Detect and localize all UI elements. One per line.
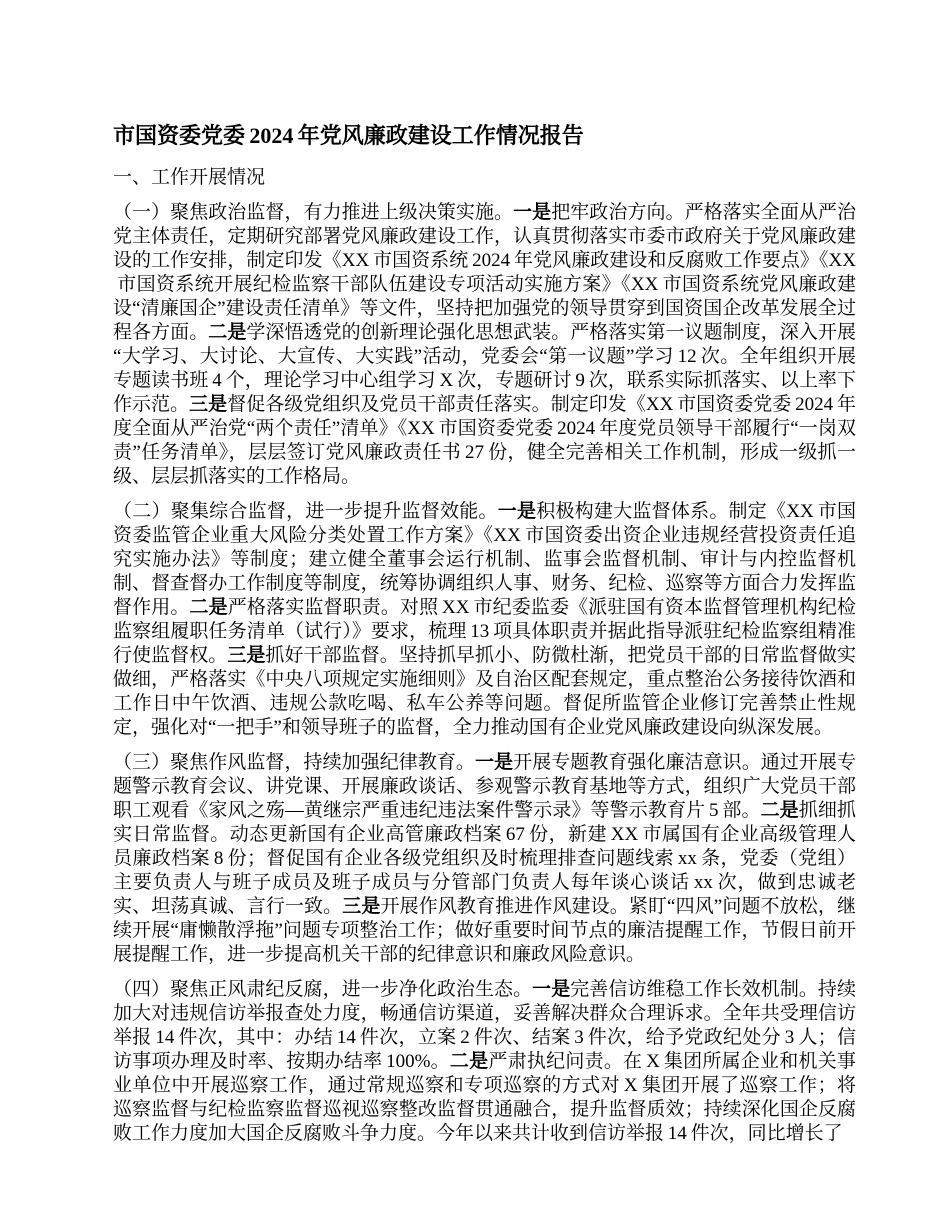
text-run: 抓好干部监督。坚持抓早抓小、防微杜渐，把党员干部的日常监督做实做细，严格落实《中央八项规定实施细则》及自治区配套规定，重点整治公务接待饮酒和工作日中午饮酒、违规公款吃喝、私车公养等问题。督促所监管企业修订完善禁止性规定，强化对“一把手”和领导班子的监督，全力推动国有企业党风廉政建设向纵深发展。 (113, 645, 856, 738)
emphasis-run: 二是 (189, 597, 228, 618)
text-run: 开展作风教育推进作风建设。紧盯“四风”问题不放松，继续开展“庸懒散浮拖”问题专项整治工作；做好重要时间节点的廉洁提醒工作，节假日前开展提醒工作，进一步提高机关干部的纪律意识和廉政风险意识。 (113, 896, 856, 965)
section-heading: 一、工作开展情况 (113, 167, 266, 188)
emphasis-run: 二是 (760, 800, 799, 821)
emphasis-run: 三是 (227, 645, 266, 666)
document-body (113, 201, 856, 1146)
emphasis-run: 一是 (474, 752, 514, 773)
text-run: （二）聚集综合监督，进一步提升监督效能。 (113, 501, 498, 522)
text-run: （四）聚焦正风肃纪反腐，进一步净化政治生态。 (113, 979, 533, 1000)
emphasis-run: 一是 (497, 501, 537, 522)
paragraph (113, 978, 856, 1146)
emphasis-run: 三是 (342, 896, 381, 917)
text-run: 督促各级党组织及党员干部责任落实。制定印发《XX 市国资委党委 2024 年度全面从严治党“两个责任”清单》《XX 市国资委党委 2024 年度党员领导干部履行“一岗双责”任务清单》，层层签订党风廉政责任书 27 份，健全完善相关工作机制，形成一级抓一级、层层抓落实的工作格局。 (113, 394, 856, 487)
paragraph (113, 500, 856, 740)
text-run: 严肃执纪问责。在 X 集团所属企业和机关事业单位中开展巡察工作，通过常规巡察和专项巡察的方式对 X 集团开展了巡察工作；将巡察监督与纪检监察监督巡视巡察整改监督贯通融合，提升监督质效；持续深化国企反腐败工作力度加大国企反腐败斗争力度。今年以来共计收到信访举报 14 件次，同比增长了 (113, 1051, 856, 1144)
text-run: （一）聚焦政治监督，有力推进上级决策实施。 (113, 202, 514, 223)
document-content (113, 122, 856, 1157)
text-run: 抓细抓实日常监督。动态更新国有企业高管廉政档案 67 份，新建 XX 市属国有企业高级管理人员廉政档案 8 份；督促国有企业各级党组织及时梳理排查问题线索 xx 条，党委（党组）主要负责人与班子成员及班子成员与分管部门负责人每年谈心谈话 xx 次，做到忠诚老实、坦荡真诚、言行一致。 (113, 800, 856, 917)
text-run: （三）聚焦作风监督，持续加强纪律教育。 (113, 752, 475, 773)
emphasis-run: 一是 (513, 202, 552, 223)
text-run: 学深悟透党的创新理论强化思想武装。严格落实第一议题制度，深入开展“大学习、大讨论、大宣传、大实践”活动，党委会“第一议题”学习 12 次。全年组织开展专题读书班 4 个，理论学习中心组学习 X 次，专题研讨 9 次，联系实际抓落实、以上率下作示范。 (113, 322, 856, 415)
text-run: 开展专题教育强化廉洁意识。通过开展专题警示教育会议、讲党课、开展廉政谈话、参观警示教育基地等方式，组织广大党员干部职工观看《家风之殇—黄继宗严重违纪违法案件警示录》等警示教育片 5 部。 (113, 752, 856, 821)
emphasis-run: 二是 (208, 322, 247, 343)
text-run: 把牢政治方向。严格落实全面从严治党主体责任，定期研究部署党风廉政建设工作，认真贯彻落实市委市政府关于党风廉政建设的工作安排，制定印发《XX 市国资系统 2024 年党风廉政建设和反腐败工作要点》《XX 市国资系统开展纪检监察干部队伍建设专项活动实施方案》《XX 市国资系统党风廉政建设“清廉国企”建设责任清单》等文件，坚持把加强党的领导贯穿到国资国企改革发展全过程各方面。 (113, 202, 856, 343)
emphasis-run: 二是 (449, 1051, 489, 1072)
document-title: 市国资委党委 2024 年党风廉政建设工作情况报告 (113, 123, 584, 148)
emphasis-run: 三是 (189, 394, 228, 415)
text-run: 完善信访维稳工作长效机制。持续加大对违规信访举报查处力度，畅通信访渠道，妥善解决群众合理诉求。全年共受理信访举报 14 件次，其中：办结 14 件次，立案 2 件次、结案 3 件次，给予党政纪处分 3 人；信访事项办理及时率、按期办结率 100%。 (113, 979, 856, 1072)
text-run: 积极构建大监督体系。制定《XX 市国资委监管企业重大风险分类处置工作方案》《XX 市国资委出资企业违规经营投资责任追究实施办法》等制度；建立健全董事会运行机制、监事会监督机制、审计与内控监督机制、督查督办工作制度等制度，统筹协调组织人事、财务、纪检、巡察等方面合力发挥监督作用。 (113, 501, 856, 618)
text-run: 严格落实监督职责。对照 XX 市纪委监委《派驻国有资本监督管理机构纪检监察组履职任务清单（试行）》要求，梳理 13 项具体职责并据此指导派驻纪检监察组精准行使监督权。 (113, 597, 856, 666)
paragraph (113, 751, 856, 967)
paragraph (113, 201, 856, 489)
emphasis-run: 一是 (532, 979, 571, 1000)
